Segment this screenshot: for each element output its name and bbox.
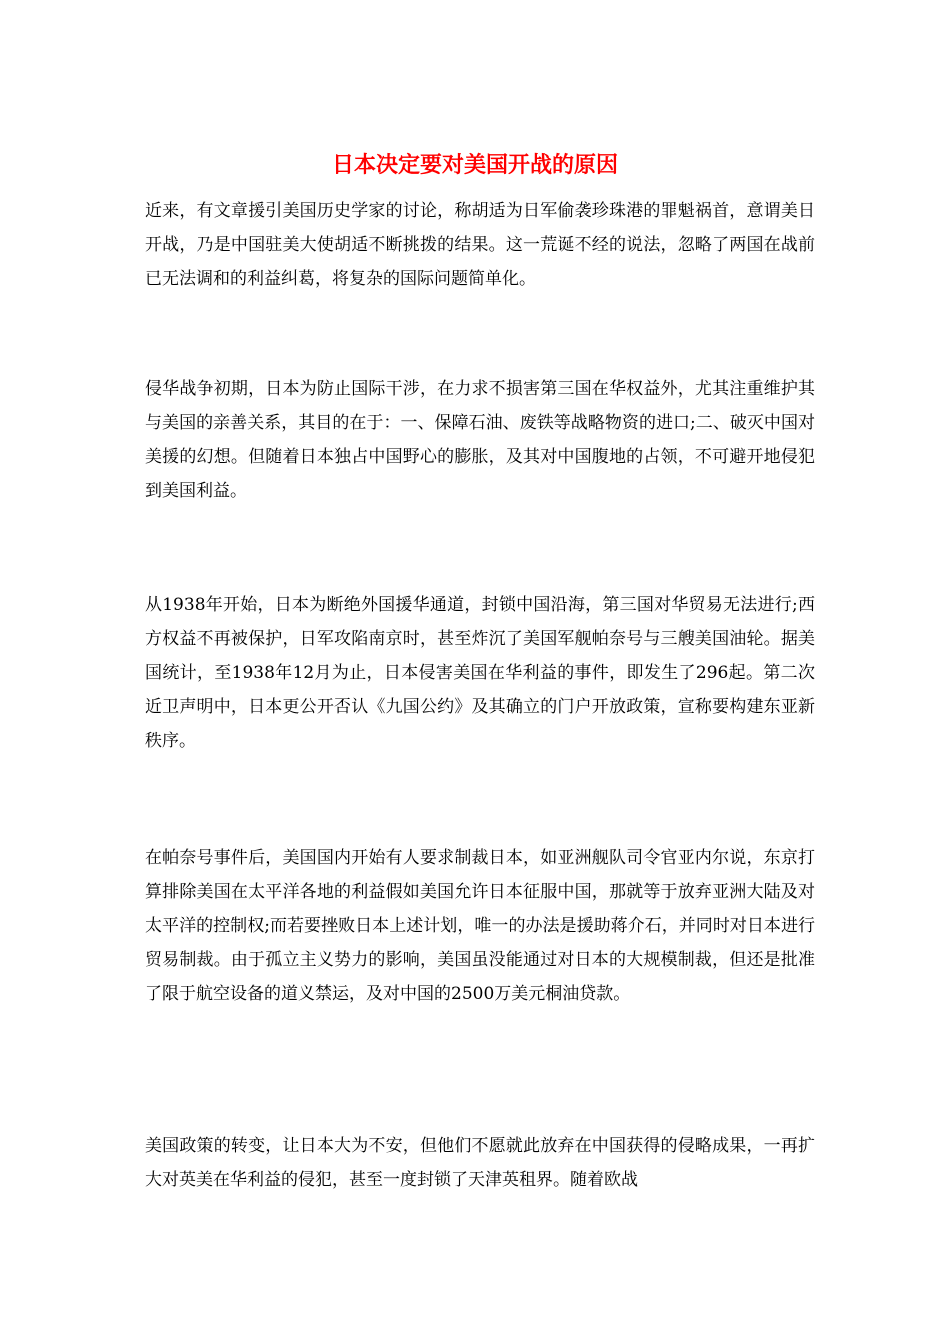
- paragraph-1: 近来，有文章援引美国历史学家的讨论，称胡适为日军偷袭珍珠港的罪魁祸首，意谓美日开战，乃是中国驻美大使胡适不断挑拨的结果。这一荒诞不经的说法，忽略了两国在战前已无法调和的利益纠葛，将复杂的国际问题简单化。: [145, 201, 815, 289]
- paragraph-3: 从1938年开始，日本为断绝外国援华通道，封锁中国沿海，第三国对华贸易无法进行;西方权益不再被保护，日军攻陷南京时，甚至炸沉了美国军舰帕奈号与三艘美国油轮。据美国统计，至1938年12月为止，日本侵害美国在华利益的事件，即发生了296起。第二次近卫声明中，日本更公开否认《九国公约》及其确立的门户开放政策，宣称要构建东亚新秩序。: [145, 595, 815, 751]
- document-title: 日本决定要对美国开战的原因: [331, 152, 618, 178]
- paragraph-5: 美国政策的转变，让日本大为不安，但他们不愿就此放弃在中国获得的侵略成果，一再扩大对英美在华利益的侵犯，甚至一度封锁了天津英租界。随着欧战: [145, 1136, 815, 1190]
- paragraph-4: 在帕奈号事件后，美国国内开始有人要求制裁日本，如亚洲舰队司令官亚内尔说，东京打算排除美国在太平洋各地的利益假如美国允许日本征服中国，那就等于放弃亚洲大陆及对太平洋的控制权;而若要挫败日本上述计划，唯一的办法是援助蒋介石，并同时对日本进行贸易制裁。由于孤立主义势力的影响，美国虽没能通过对日本的大规模制裁，但还是批准了限于航空设备的道义禁运，及对中国的2500万美元桐油贷款。: [145, 848, 815, 1004]
- paragraph-2: 侵华战争初期，日本为防止国际干涉，在力求不损害第三国在华权益外，尤其注重维护其与美国的亲善关系，其目的在于：一、保障石油、废铁等战略物资的进口;二、破灭中国对美援的幻想。但随着日本独占中国野心的膨胀，及其对中国腹地的占领，不可避开地侵犯到美国利益。: [145, 379, 815, 501]
